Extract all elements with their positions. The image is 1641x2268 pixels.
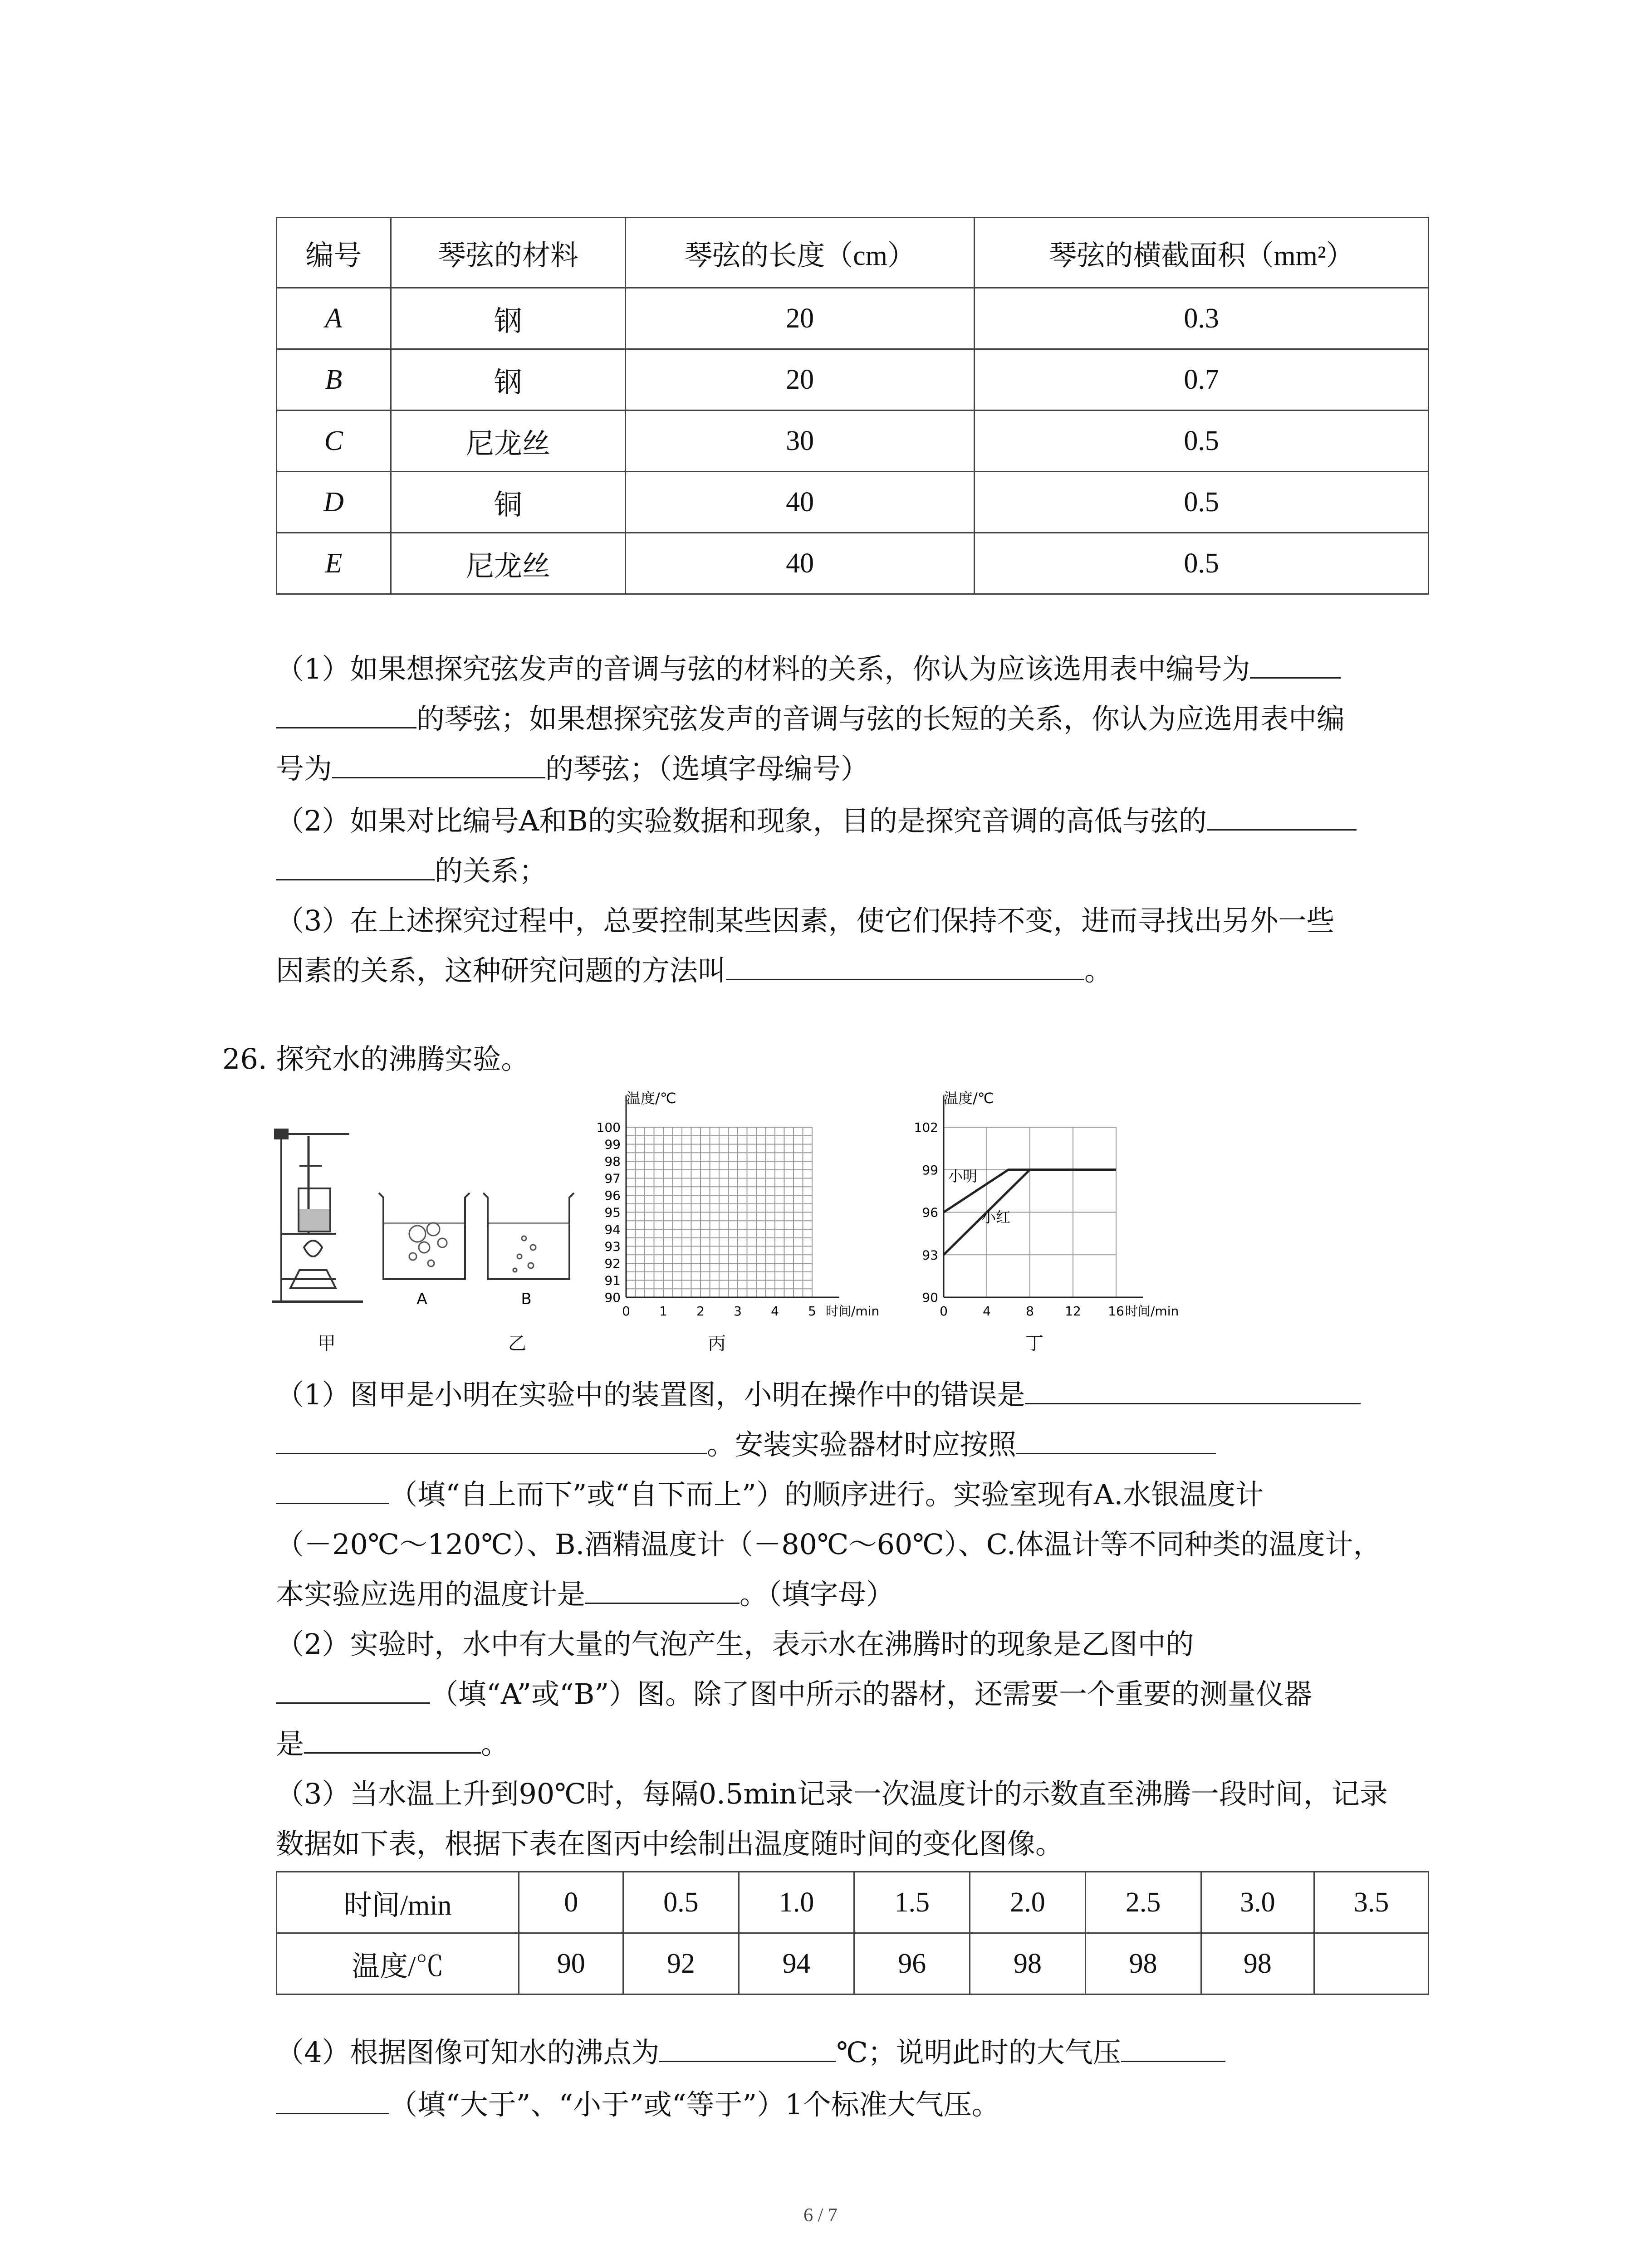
q26-line6 [276, 1619, 1194, 1669]
table-cell: 尼龙丝 [391, 411, 625, 472]
y-tick-label: 93 [922, 1247, 938, 1263]
caption-jia: 甲 [318, 1333, 336, 1354]
q26-text: 。安装实验器材时应按照 [707, 1428, 1017, 1461]
y-tick-label: 95 [604, 1205, 621, 1220]
answer-blank[interactable] [276, 851, 435, 880]
chart-bing-ylabel: 温度/℃ [626, 1090, 676, 1107]
answer-blank[interactable] [304, 1724, 481, 1754]
y-tick-label: 90 [604, 1290, 621, 1305]
series-label: 小明 [948, 1167, 978, 1185]
answer-blank[interactable] [659, 2033, 836, 2062]
answer-blank[interactable] [585, 1574, 740, 1604]
caption-ding: 丁 [1025, 1333, 1043, 1354]
answer-blank[interactable] [276, 1674, 430, 1704]
table-cell: 2.5 [1085, 1872, 1201, 1933]
y-tick-label: 90 [922, 1290, 938, 1305]
q25-line7 [276, 946, 1112, 996]
y-tick-label: 100 [596, 1120, 621, 1135]
x-tick-label: 2 [696, 1304, 705, 1319]
table-cell: 0.5 [975, 411, 1429, 472]
q26-line4 [276, 1520, 1381, 1569]
table-cell: 0.5 [623, 1872, 739, 1933]
x-tick-label: 8 [1026, 1304, 1034, 1319]
x-tick-label: 5 [808, 1304, 816, 1319]
q26-text: （填“A”或“B”）图。除了图中所示的器材，还需要一个重要的测量仪器 [430, 1677, 1313, 1711]
q26-text: 。（填字母） [740, 1578, 895, 1611]
y-tick-label: 94 [604, 1222, 621, 1237]
chart-bing [581, 1084, 907, 1329]
q26-line7 [276, 1669, 1312, 1719]
table-cell: 96 [854, 1933, 970, 1994]
q25-line2 [276, 694, 1345, 744]
table-cell: 钢 [391, 288, 625, 349]
flame [304, 1241, 322, 1256]
y-tick-label: 97 [604, 1171, 621, 1186]
q25-text: 号为 [276, 752, 333, 785]
answer-blank[interactable] [276, 699, 416, 728]
q25-text: （3）在上述探究过程中，总要控制某些因素，使它们保持不变，进而寻找出另外一些 [276, 904, 1335, 937]
q25-text: （1）如果想探究弦发声的音调与弦的材料的关系，你认为应该选用表中编号为 [276, 652, 1250, 685]
table-cell: 铜 [391, 472, 625, 533]
q25-text: 的关系； [435, 854, 548, 887]
table-cell: 30 [626, 411, 975, 472]
table-cell: C [277, 411, 391, 472]
chart-ding-xlabel: 时间/min [1125, 1304, 1179, 1319]
table-cell: B [277, 349, 391, 411]
table-cell: 20 [626, 288, 975, 349]
table-cell: 20 [626, 349, 975, 411]
answer-blank[interactable] [726, 951, 1084, 980]
y-tick-label: 99 [922, 1162, 938, 1178]
q25-line3 [276, 744, 869, 794]
table-cell: 钢 [391, 349, 625, 411]
beakers-figure [374, 1188, 583, 1311]
x-tick-label: 1 [659, 1304, 667, 1319]
y-tick-label: 93 [604, 1239, 621, 1254]
q26-line11 [276, 2028, 1225, 2077]
x-tick-label: 12 [1065, 1304, 1081, 1319]
caption-yi: 乙 [508, 1333, 526, 1354]
answer-blank[interactable] [1121, 2033, 1225, 2062]
table-cell: 0.3 [975, 288, 1429, 349]
q25-text: 的琴弦；如果想探究弦发声的音调与弦的长短的关系，你认为应选用表中编 [416, 702, 1345, 735]
y-tick-label: 96 [922, 1205, 938, 1220]
row-label: 温度/℃ [277, 1933, 519, 1994]
header-cell: 琴弦的材料 [391, 218, 625, 288]
table-cell: 1.5 [854, 1872, 970, 1933]
y-tick-label: 102 [914, 1120, 938, 1135]
caption-bing: 丙 [708, 1333, 726, 1354]
table-cell: A [277, 288, 391, 349]
q26-line10 [276, 1819, 1063, 1869]
answer-blank[interactable] [1016, 1425, 1216, 1454]
q26-line1 [276, 1370, 1361, 1420]
table-cell: D [277, 472, 391, 533]
answer-blank[interactable] [276, 1425, 707, 1454]
chart-ding-ylabel: 温度/℃ [944, 1090, 994, 1107]
chart-ding-grid [944, 1095, 1143, 1297]
x-tick-label: 3 [734, 1304, 742, 1319]
chart-bing-xlabel: 时间/min [826, 1304, 880, 1319]
q25-line6 [276, 896, 1334, 946]
row-label: 时间/min [277, 1872, 519, 1933]
table-cell: 40 [626, 472, 975, 533]
q25-line4 [276, 796, 1357, 846]
q26-text: 本实验应选用的温度计是 [276, 1578, 586, 1611]
header-cell: 编号 [277, 218, 391, 288]
table-cell: 0.5 [975, 533, 1429, 594]
answer-blank[interactable] [332, 749, 545, 778]
table-cell: 40 [626, 533, 975, 594]
header-cell: 琴弦的横截面积（mm²） [975, 218, 1429, 288]
q25-line5 [276, 846, 547, 896]
q26-text: 数据如下表，根据下表在图丙中绘制出温度随时间的变化图像。 [276, 1827, 1064, 1860]
q26-text: （3）当水温上升到90℃时，每隔0.5min记录一次温度计的示数直至沸腾一段时间，记录 [276, 1777, 1388, 1810]
q26-text: （2）实验时，水中有大量的气泡产生，表示水在沸腾时的现象是乙图中的 [276, 1628, 1194, 1661]
q25-text: （2）如果对比编号A和B的实验数据和现象，目的是探究音调的高低与弦的 [276, 804, 1207, 837]
table-cell: 98 [1085, 1933, 1201, 1994]
q26-text: （4）根据图像可知水的沸点为 [276, 2036, 660, 2069]
chart-bing-grid [626, 1095, 839, 1297]
q26-text: 。 [481, 1727, 509, 1760]
table-cell: 92 [623, 1933, 739, 1994]
table-cell: 3.0 [1201, 1872, 1314, 1933]
x-tick-label: 4 [771, 1304, 779, 1319]
y-tick-label: 96 [604, 1188, 621, 1203]
q26-text: ℃；说明此时的大气压 [836, 2036, 1121, 2069]
table-cell: 尼龙丝 [391, 533, 625, 594]
q26-line12 [276, 2080, 1000, 2130]
string-table [276, 217, 1429, 595]
q26-line5 [276, 1569, 894, 1619]
table-cell: 3.5 [1314, 1872, 1429, 1933]
apparatus-figure [272, 1120, 367, 1311]
q26-text: （－20℃～120℃）、B.酒精温度计（－80℃～60℃）、C.体温计等不同种类的温度计， [276, 1528, 1381, 1561]
q26-line3 [276, 1470, 1264, 1520]
table-cell: 0.5 [975, 472, 1429, 533]
table-cell: 2.0 [970, 1872, 1086, 1933]
q26-title: 26. 探究水的沸腾实验。 [222, 1042, 529, 1075]
table-cell: 1.0 [739, 1872, 854, 1933]
q26-line8 [276, 1719, 509, 1769]
q25-text: 的琴弦；（选填字母编号） [545, 752, 869, 785]
table-cell: 98 [970, 1933, 1086, 1994]
answer-blank[interactable] [1207, 801, 1357, 831]
q26-text: （填“自上而下”或“自下而上”）的顺序进行。实验室现有A.水银温度计 [389, 1478, 1264, 1511]
q25-line1 [276, 644, 1341, 694]
x-tick-label: 4 [983, 1304, 991, 1319]
answer-blank[interactable] [276, 2085, 389, 2114]
q25-text: 。 [1084, 954, 1113, 987]
chart-ding-labels [914, 1120, 1124, 1319]
y-tick-label: 92 [604, 1256, 621, 1271]
q26-text: 是 [276, 1727, 304, 1760]
q26-text: （1）图甲是小明在实验中的装置图，小明在操作中的错误是 [276, 1378, 1025, 1411]
answer-blank[interactable] [1250, 649, 1341, 679]
table-cell: 98 [1201, 1933, 1314, 1994]
x-tick-label: 16 [1108, 1304, 1124, 1319]
table-cell: 0 [519, 1872, 623, 1933]
x-tick-label: 0 [622, 1304, 630, 1319]
table-cell: 94 [739, 1933, 854, 1994]
q26-text: （填“大于”、“小于”或“等于”）1个标准大气压。 [389, 2088, 1000, 2121]
q25-text: 因素的关系，这种研究问题的方法叫 [276, 954, 726, 987]
table-cell: E [277, 533, 391, 594]
answer-blank[interactable] [276, 1475, 389, 1504]
page-number: 6 / 7 [803, 2205, 838, 2226]
header-cell: 琴弦的长度（cm） [626, 218, 975, 288]
table-cell: 90 [519, 1933, 623, 1994]
answer-blank[interactable] [1025, 1375, 1361, 1404]
x-tick-label: 0 [940, 1304, 948, 1319]
table-cell[interactable] [1314, 1933, 1429, 1994]
beaker-a-label: A [416, 1290, 427, 1308]
y-tick-label: 99 [604, 1137, 621, 1152]
chart-ding [903, 1084, 1230, 1329]
q26-line2 [276, 1420, 1216, 1470]
temperature-table [276, 1871, 1429, 1995]
y-tick-label: 91 [604, 1273, 621, 1288]
series-label: 小红 [981, 1208, 1011, 1226]
table-cell: 0.7 [975, 349, 1429, 411]
beaker-b-label: B [521, 1290, 532, 1308]
q26-line9 [276, 1769, 1388, 1819]
y-tick-label: 98 [604, 1154, 621, 1169]
